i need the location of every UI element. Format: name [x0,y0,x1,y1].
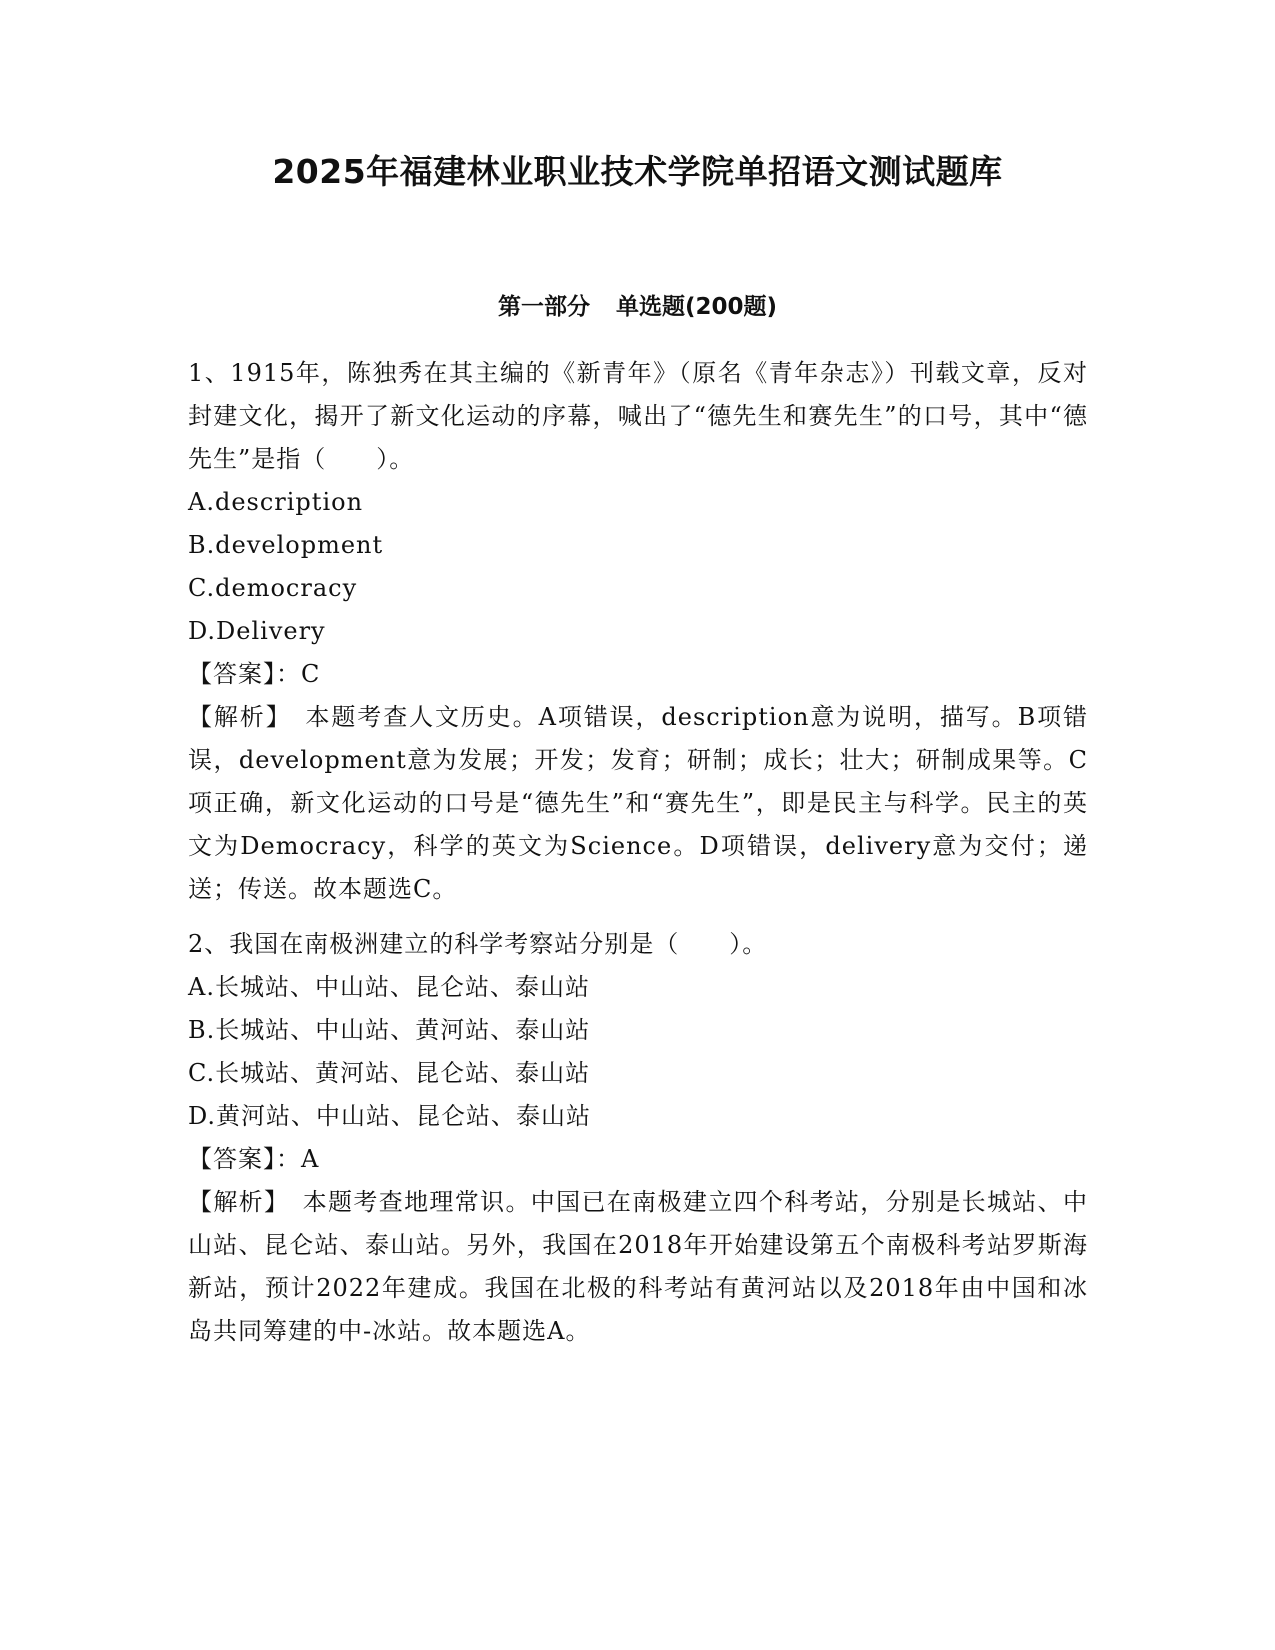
analysis-paragraph: 【解析】 本题考查地理常识。中国已在南极建立四个科考站，分别是长城站、中山站、昆仑站、泰山站。另外，我国在2018年开始建设第五个南极科考站罗斯海新站，预计2022年建成。我国在北极的科考站有黄河站以及2018年由中国和冰岛共同筹建的中-冰站。故本题选A。 [188,1188,1088,1345]
option-b: B.development [188,531,384,559]
section-part-label: 第一部分 [497,294,590,320]
section-heading [0,290,1275,324]
question-2 [188,923,1088,1353]
option-c: C.长城站、黄河站、昆仑站、泰山站 [188,1059,591,1087]
option-d: D.Delivery [188,617,326,645]
option-a: A.长城站、中山站、昆仑站、泰山站 [188,973,590,1001]
option-c: C.democracy [188,574,358,602]
question-stem: 2、我国在南极洲建立的科学考察站分别是（ ）。 [188,930,768,958]
document-title: 2025年福建林业职业技术学院单招语文测试题库 [272,152,1003,191]
answer-line: 【答案】：C [188,660,321,688]
answer-line: 【答案】：A [188,1145,320,1173]
option-b: B.长城站、中山站、黄河站、泰山站 [188,1016,591,1044]
question-list [188,352,1088,1353]
analysis-paragraph: 【解析】 本题考查人文历史。A项错误，description意为说明，描写。B项错误，development意为发展；开发；发育；研制；成长；壮大；研制成果等。C项正确，新文化运动的口号是“德先生”和“赛先生”，即是民主与科学。民主的英文为Democracy，科学的英文为Science。D项错误，delivery意为交付；递送；传送。故本题选C。 [188,703,1088,903]
question-stem: 1、1915年，陈独秀在其主编的《新青年》（原名《青年杂志》）刊载文章，反对封建文化，揭开了新文化运动的序幕，喊出了“德先生和赛先生”的口号，其中“德先生”是指（ ）。 [188,359,1088,473]
option-d: D.黄河站、中山站、昆仑站、泰山站 [188,1102,592,1130]
section-name-label: 单选题(200题) [615,294,778,320]
option-a: A.description [188,488,364,516]
question-1 [188,352,1088,911]
